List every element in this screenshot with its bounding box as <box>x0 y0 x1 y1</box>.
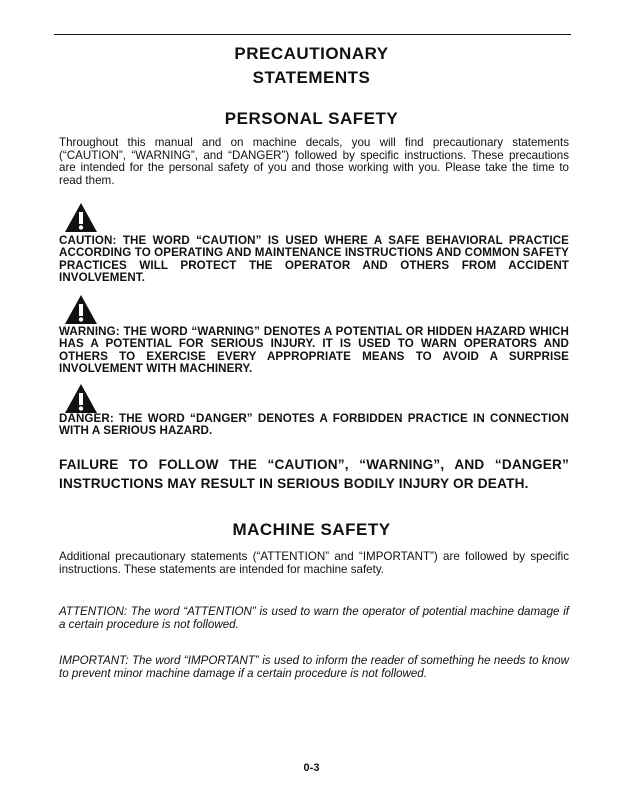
page-title-line2: STATEMENTS <box>252 68 371 87</box>
important-statement: IMPORTANT: The word “IMPORTANT” is used to inform the reader of something he needs to know to prevent minor machine damage if a certain procedure is not followed. <box>59 654 569 680</box>
caution-statement: CAUTION: THE WORD “CAUTION” IS USED WHERE A SAFE BEHAVIORAL PRACTICE ACCORDING TO OPERATING AND MAINTENANCE INSTRUCTIONS AND COMMON SAFETY PRACTICES WILL PROTECT THE OPERATOR AND OTHERS FROM ACCIDENT INVOLVEMENT. <box>59 234 569 285</box>
failure-warning: FAILURE TO FOLLOW THE “CAUTION”, “WARNING”, AND “DANGER” INSTRUCTIONS MAY RESULT IN SERIOUS BODILY INJURY OR DEATH. <box>59 457 569 491</box>
machine-safety-heading: MACHINE SAFETY <box>232 520 391 539</box>
attention-statement: ATTENTION: The word “ATTENTION” is used to warn the operator of potential machine damage if a certain procedure is not followed. <box>59 605 569 631</box>
warning-statement: WARNING: THE WORD “WARNING” DENOTES A POTENTIAL OR HIDDEN HAZARD WHICH HAS A POTENTIAL FOR SERIOUS INJURY. IT IS USED TO WARN OPERATORS AND OTHERS TO EXERCISE EVERY APPROPRIATE MEANS TO AVOID A SURPRISE INVOLVEMENT WITH MACHINERY. <box>59 325 569 376</box>
warning-triangle-icon <box>64 202 98 233</box>
danger-statement: DANGER: THE WORD “DANGER” DENOTES A FORBIDDEN PRACTICE IN CONNECTION WITH A SERIOUS HAZARD. <box>59 412 569 438</box>
page-number: 0-3 <box>303 762 320 774</box>
page-title-line1: PRECAUTIONARY <box>234 44 389 63</box>
warning-triangle-icon <box>64 294 98 325</box>
machine-safety-intro: Additional precautionary statements (“ATTENTION” and “IMPORTANT”) are followed by specific instructions. These statements are intended for machine safety. <box>59 550 569 576</box>
personal-safety-intro: Throughout this manual and on machine decals, you will find precautionary statements (“CAUTION”, “WARNING”, and “DANGER”) followed by specific instructions. These precautions are intended for the personal safety of you and those working with you. Please take the time to read them. <box>59 136 569 187</box>
top-rule <box>54 34 571 35</box>
warning-triangle-icon <box>64 383 98 414</box>
personal-safety-heading: PERSONAL SAFETY <box>224 109 399 128</box>
